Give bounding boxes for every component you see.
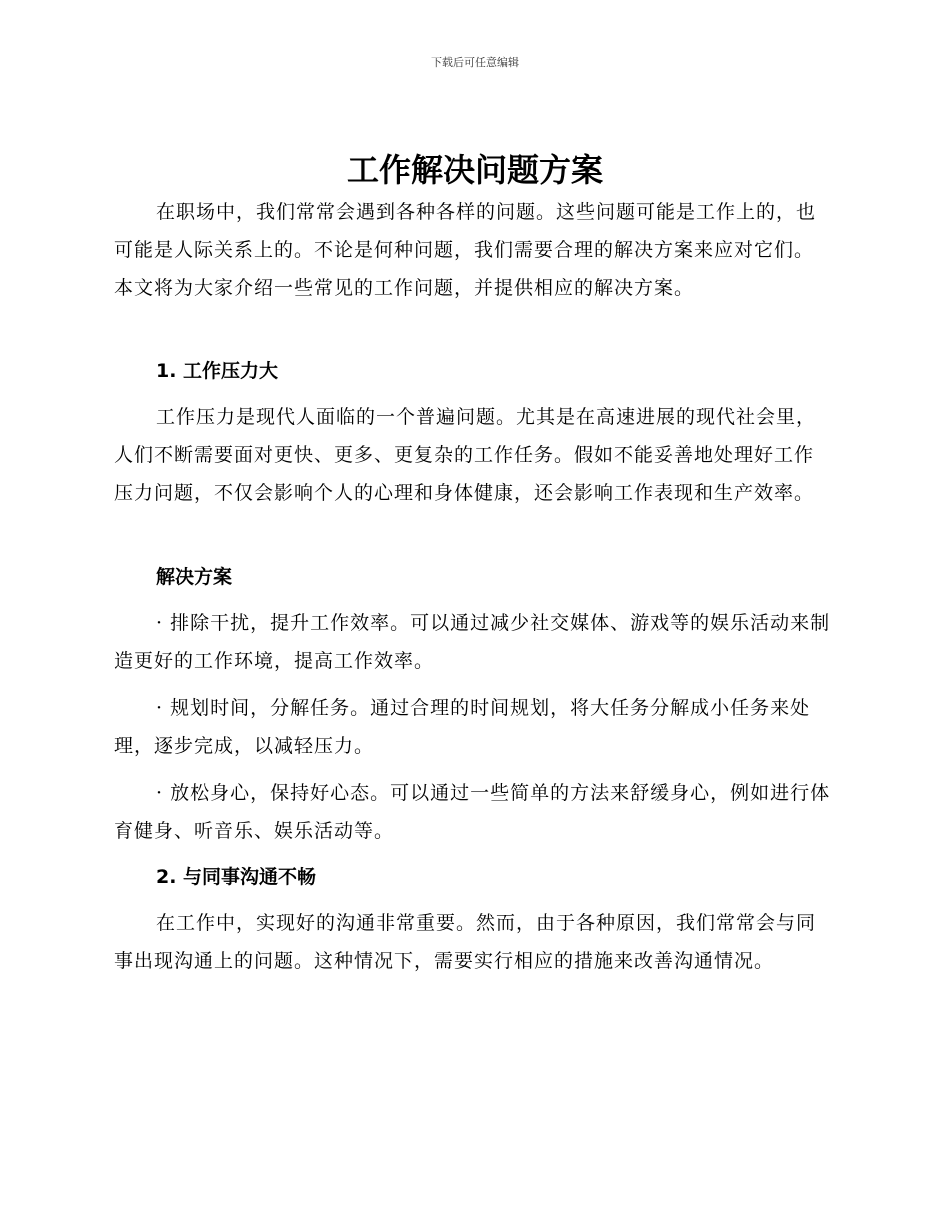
solution-heading: 解决方案	[156, 566, 233, 588]
solution-bullet-2: · 规划时间，分解任务。通过合理的时间规划，将大任务分解成小任务来处理，逐步完成，以减轻压力。	[114, 697, 811, 757]
section-2-paragraph: 在工作中，实现好的沟通非常重要。然而，由于各种原因，我们常常会与同事出现沟通上的问题。这种情况下，需要实行相应的措施来改善沟通情况。	[114, 912, 817, 972]
header-note: 下载后可任意编辑	[431, 56, 519, 69]
document-title: 工作解决问题方案	[346, 151, 603, 189]
solution-bullet-1: · 排除干扰，提升工作效率。可以通过减少社交媒体、游戏等的娱乐活动来制造更好的工作环境，提高工作效率。	[114, 612, 831, 672]
intro-paragraph: 在职场中，我们常常会遇到各种各样的问题。这些问题可能是工作上的，也可能是人际关系上的。不论是何种问题，我们需要合理的解决方案来应对它们。本文将为大家介绍一些常见的工作问题，并提供相应的解决方案。	[114, 201, 817, 299]
section-2-heading: 2. 与同事沟通不畅	[156, 866, 317, 888]
solution-bullet-3: · 放松身心，保持好心态。可以通过一些简单的方法来舒缓身心，例如进行体育健身、听音乐、娱乐活动等。	[114, 782, 831, 842]
section-1-heading: 1. 工作压力大	[156, 360, 279, 382]
section-1-paragraph: 工作压力是现代人面临的一个普遍问题。尤其是在高速进展的现代社会里，人们不断需要面对更快、更多、更复杂的工作任务。假如不能妥善地处理好工作压力问题，不仅会影响个人的心理和身体健康，还会影响工作表现和生产效率。	[114, 406, 817, 504]
